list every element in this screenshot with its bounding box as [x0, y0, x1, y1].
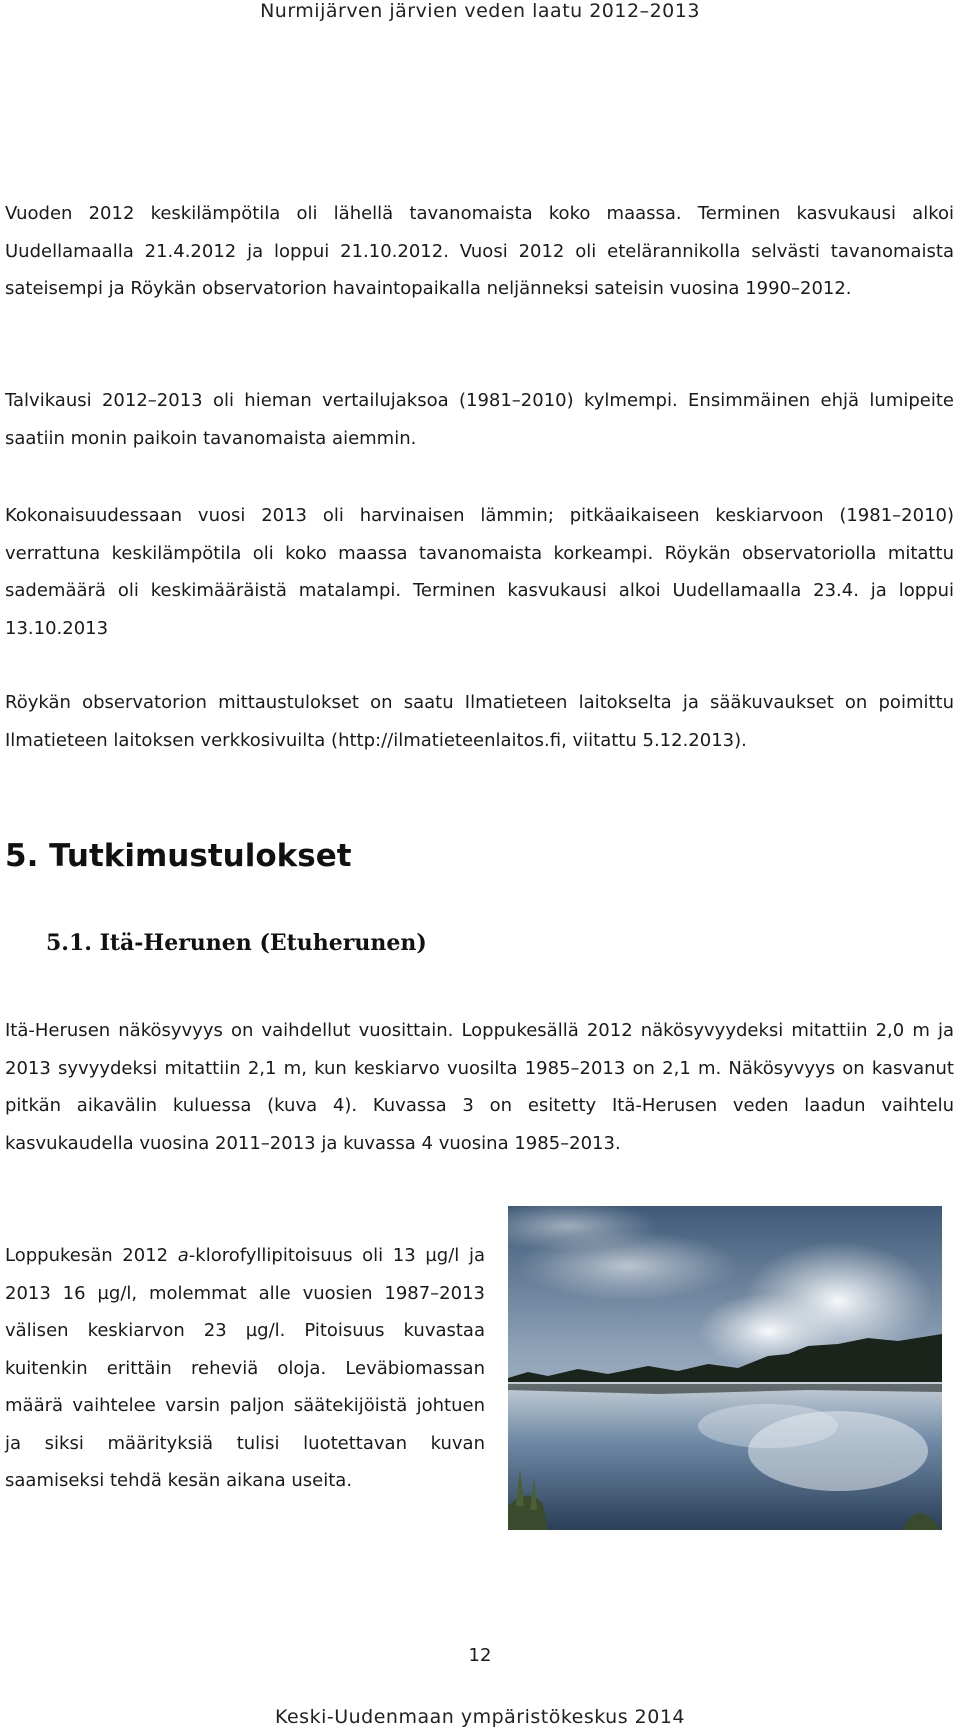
chlorophyll-text-start: Loppukesän 2012 [5, 1245, 178, 1266]
section-heading: 5. Tutkimustulokset [5, 838, 352, 874]
page-number: 12 [468, 1645, 492, 1666]
running-footer: Keski-Uudenmaan ympäristökeskus 2014 [274, 1706, 686, 1728]
paragraph-data-source: Röykän observatorion mittaustulokset on saatu Ilmatieteen laitokselta ja sääkuvaukset on poimittu Ilmatieteen laitoksen verkkosivuilta (http://ilmatieteenlaitos.fi, viitattu 5.12.2013). [5, 692, 954, 751]
subsection-heading: 5.1. Itä-Herunen (Etuherunen) [46, 930, 427, 956]
running-header: Nurmijärven järvien veden laatu 2012–2013 [260, 0, 700, 22]
paragraph-winter-2012-2013: Talvikausi 2012–2013 oli hieman vertailujaksoa (1981–2010) kylmempi. Ensimmäinen ehjä lumipeite saatiin monin paikoin tavanomaista aiemmin. [5, 390, 954, 449]
paragraph-weather-2012: Vuoden 2012 keskilämpötila oli lähellä tavanomaista koko maassa. Terminen kasvukausi alkoi Uudellamaalla 21.4.2012 ja loppui 21.10.2012. Vuosi 2012 oli etelärannikolla selvästi tavanomaista sateisempi ja Röykän observatorion havaintopaikalla neljänneksi sateisin vuosina 1990–2012. [5, 203, 954, 299]
lake-photo [508, 1206, 942, 1530]
paragraph-chlorophyll [5, 1237, 485, 1500]
chlorophyll-text-rest: -klorofyllipitoisuus oli 13 µg/l ja 2013 16 µg/l, molemmat alle vuosien 1987–2013 välisen keskiarvon 23 µg/l. Pitoisuus kuvastaa kuitenkin erittäin reheviä oloja. Leväbiomassan määrä vaihtelee varsin paljon säätekijöistä johtuen ja siksi määrityksiä tulisi luotettavan kuvan saamiseksi tehdä kesän aikana useita. [5, 1245, 485, 1491]
chlorophyll-italic-a: a [177, 1245, 189, 1266]
paragraph-weather-2013: Kokonaisuudessaan vuosi 2013 oli harvinaisen lämmin; pitkäaikaiseen keskiarvoon (1981–2010) verrattuna keskilämpötila oli koko maassa tavanomaista korkeampi. Röykän observatoriolla mitattu sademäärä oli keskimääräistä matalampi. Terminen kasvukausi alkoi Uudellamaalla 23.4. ja loppui 13.10.2013 [5, 505, 954, 639]
paragraph-secchi-depth: Itä-Herusen näkösyvyys on vaihdellut vuosittain. Loppukesällä 2012 näkösyvyydeksi mitattiin 2,0 m ja 2013 syvyydeksi mitattiin 2,1 m, kun keskiarvo vuosilta 1985–2013 on 2,1 m. Näkösyvyys on kasvanut pitkän aikavälin kuluessa (kuva 4). Kuvassa 3 on esitetty Itä-Herusen veden laadun vaihtelu kasvukaudella vuosina 2011–2013 ja kuvassa 4 vuosina 1985–2013. [5, 1020, 954, 1154]
